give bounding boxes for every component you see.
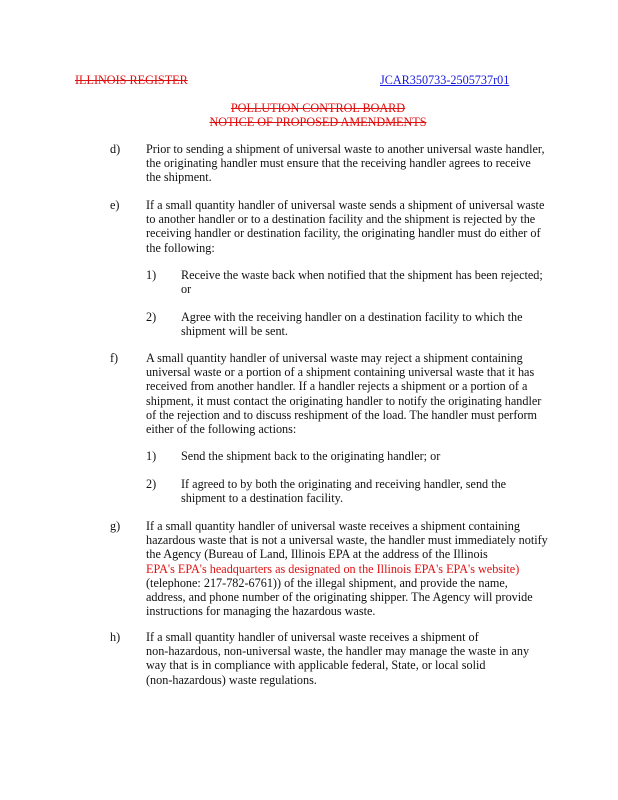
- text-line: the Agency (Bureau of Land, Illinois EPA at the address of the Illinois: [146, 547, 488, 562]
- text-line: or: [181, 282, 192, 297]
- text-line: (telephone: 217-782-6761)) of the illegal shipment, and provide the name,: [146, 575, 508, 590]
- jcar-reference: JCAR350733-2505737r01: [380, 73, 510, 87]
- subitem-text: [181, 268, 591, 296]
- agency-title: POLLUTION CONTROL BOARD: [230, 101, 406, 115]
- text-line: hazardous waste that is not a universal waste, the handler must immediately notify: [146, 533, 548, 548]
- text-line: the originating handler must ensure that the receiving handler agrees to receive: [146, 156, 531, 171]
- item-label: f): [110, 351, 119, 365]
- subitem-label: 2): [146, 310, 157, 324]
- text-line: to another handler or to a destination facility and the shipment is rejected by the: [146, 212, 536, 227]
- text-line: way that is in compliance with applicable federal, State, or local solid: [146, 658, 486, 673]
- item-label: h): [110, 630, 121, 644]
- text-line: If agreed to by both the originating and receiving handler, send the: [181, 477, 507, 491]
- text-line: received from another handler. If a handler rejects a shipment or a portion of a: [146, 379, 528, 394]
- notice-title: NOTICE OF PROPOSED AMENDMENTS: [209, 115, 427, 129]
- subitem-text: [181, 477, 591, 505]
- text-line: Agree with the receiving handler on a destination facility to which the: [181, 310, 523, 324]
- subitem-label: 1): [146, 449, 157, 463]
- subitem-label: 2): [146, 477, 157, 491]
- subitem-label: 1): [146, 268, 157, 282]
- text-line: shipment to a destination facility.: [181, 491, 344, 506]
- item-text: [146, 351, 591, 436]
- item-text: [146, 630, 591, 687]
- text-line: the following:: [146, 240, 215, 255]
- text-line: non-hazardous, non-universal waste, the handler may manage the waste in any: [146, 644, 530, 659]
- text-line: If a small quantity handler of universal waste receives a shipment of: [146, 630, 479, 644]
- text-line: universal waste or a portion of a shipment containing universal waste that it has: [146, 365, 535, 380]
- subitem-text: [181, 449, 591, 463]
- text-line: either of the following actions:: [146, 422, 297, 437]
- text-line: If a small quantity handler of universal waste receives a shipment containing: [146, 519, 520, 533]
- text-line: the shipment.: [146, 170, 212, 185]
- text-line: A small quantity handler of universal waste may reject a shipment containing: [146, 351, 523, 365]
- text-line: (non-hazardous) waste regulations.: [146, 672, 317, 687]
- item-text: [146, 198, 591, 255]
- text-line: Send the shipment back to the originating handler; or: [181, 449, 441, 463]
- text-line: If a small quantity handler of universal waste sends a shipment of universal waste: [146, 198, 545, 212]
- text-line: receiving handler or destination facility, the originating handler must do either of: [146, 226, 541, 241]
- item-label: g): [110, 519, 121, 533]
- text-line: address, and phone number of the originating shipper. The Agency will provide: [146, 590, 533, 605]
- text-line: shipment will be sent.: [181, 324, 288, 339]
- text-line: shipment, it must contact the originating handler to notify the originating handler: [146, 393, 542, 408]
- text-line-amended: EPA's EPA's headquarters as designated on the Illinois EPA's EPA's website): [146, 561, 520, 576]
- text-line: Receive the waste back when notified that the shipment has been rejected;: [181, 268, 543, 282]
- item-text: [146, 142, 591, 185]
- item-label: d): [110, 142, 121, 156]
- text-line: instructions for managing the hazardous waste.: [146, 604, 376, 619]
- subitem-text: [181, 310, 591, 338]
- text-line: of the rejection and to discuss reshipment of the load. The handler must perform: [146, 407, 538, 422]
- item-label: e): [110, 198, 120, 212]
- text-line: Prior to sending a shipment of universal waste to another universal waste handler,: [146, 142, 545, 156]
- item-text: [146, 519, 591, 618]
- register-name: ILLINOIS REGISTER: [75, 73, 188, 87]
